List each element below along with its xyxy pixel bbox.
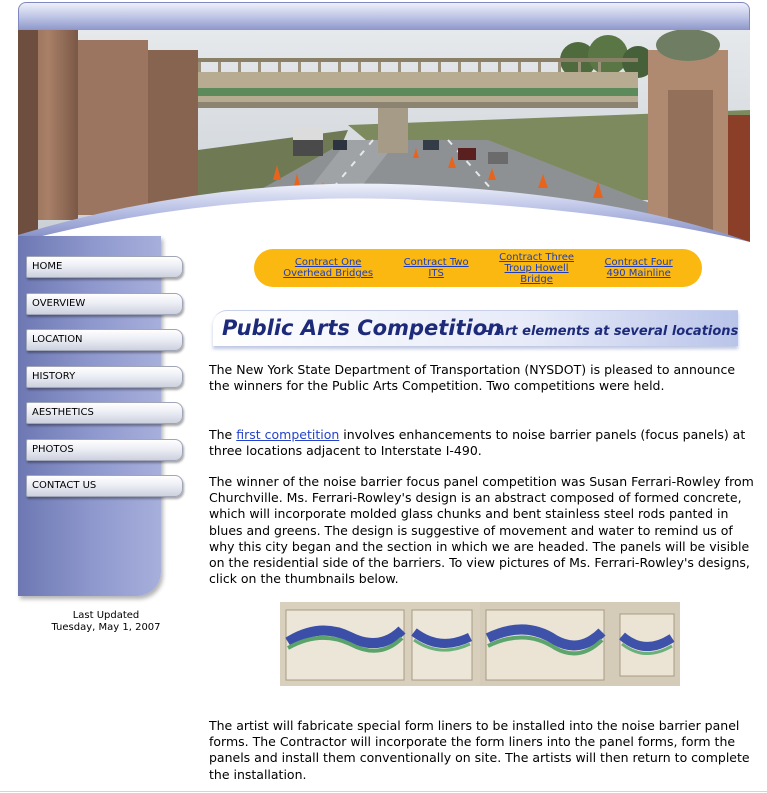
contract-link-line: Troup Howell (504, 262, 569, 274)
header-cap-bar (18, 2, 750, 32)
paragraph-text: The (209, 427, 237, 442)
intro-paragraph: The New York State Department of Transportation (NYSDOT) is pleased to announce the winners for the Public Arts Competition. Two competitions were held. (209, 362, 736, 394)
contract-links-bar (254, 249, 702, 287)
nav-contact-us-button[interactable]: CONTACT US (26, 475, 183, 497)
nav-overview-button[interactable]: OVERVIEW (26, 293, 183, 315)
design-thumbnail-1[interactable] (280, 602, 480, 686)
last-updated-date: Tuesday, May 1, 2007 (51, 622, 161, 633)
contract-link-line: ITS (428, 268, 444, 279)
contract-two-link[interactable] (404, 257, 469, 279)
page-title: Public Arts Competition (222, 316, 503, 340)
first-competition-link[interactable]: first competition (236, 427, 340, 442)
nav-aesthetics-button[interactable]: AESTHETICS (26, 402, 183, 424)
highway-bridge-illustration (18, 30, 750, 242)
contract-three-link[interactable] (499, 252, 574, 285)
nav-history-button[interactable]: HISTORY (26, 366, 183, 388)
page-heading (213, 310, 738, 346)
nav-location-button[interactable]: LOCATION (26, 329, 183, 351)
winner-paragraph: The winner of the noise barrier focus panel competition was Susan Ferrari-Rowley from Churchville. Ms. Ferrari-Rowley's design is an abstract composed of formed concrete, which will incorporate molded glass chunks and bent stainless steel rods panted in blues and greens. The design is suggestive of movement and water to remind us of why this city began and the section in which we are headed. The panels will be visible on the residential side of the barriers. To view pictures of Ms. Ferrari-Rowley's designs, click on the thumbnails below. (209, 474, 754, 587)
paragraph-text: involves enhancements to noise barrier panels (focus panels) at three locations adjacent to Interstate I-490. (209, 427, 746, 459)
contract-one-link[interactable] (283, 257, 373, 279)
contract-link-line: 490 Mainline (606, 268, 671, 279)
last-updated-label: Last Updated (72, 610, 140, 621)
footer-divider (0, 791, 767, 792)
contract-link-line: Contract Two (403, 257, 469, 268)
contract-link-line: Bridge (520, 273, 553, 285)
contract-four-link[interactable] (605, 257, 673, 279)
contract-link-line: Contract One (294, 257, 362, 268)
design-thumbnail-2[interactable] (480, 602, 680, 686)
artist-paragraph: The artist will fabricate special form liners to be installed into the noise barrier panel forms. The Contractor will incorporate the form liners into the panel forms, form the panels and install them conventionally on site. The artists will then return to complete the installation. (209, 718, 750, 782)
contract-link-line: Overhead Bridges (283, 268, 374, 279)
banner-photo (18, 30, 750, 242)
contract-link-line: Contract Four (604, 257, 673, 268)
last-updated (20, 610, 192, 634)
first-competition-paragraph (209, 427, 755, 459)
page-subtitle: - Art elements at several locations (485, 324, 739, 339)
nav-photos-button[interactable]: PHOTOS (26, 439, 183, 461)
design-thumbnails (280, 602, 680, 686)
nav-home-button[interactable]: HOME (26, 256, 183, 278)
contract-link-line: Contract Three (499, 251, 574, 263)
